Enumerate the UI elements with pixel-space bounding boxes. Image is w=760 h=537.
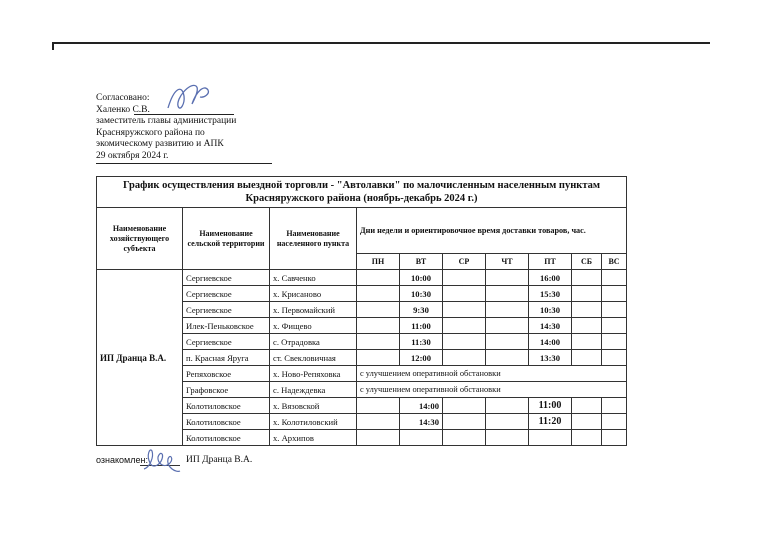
time-cell bbox=[602, 286, 627, 302]
settlement-cell: х. Крисаново bbox=[270, 286, 357, 302]
time-cell bbox=[357, 270, 400, 286]
time-cell bbox=[572, 350, 602, 366]
page-edge-tick bbox=[52, 42, 54, 50]
time-cell bbox=[443, 302, 486, 318]
header-settlement: Наименование населенного пункта bbox=[270, 208, 357, 270]
approval-position-1: заместитель главы администрации bbox=[96, 116, 237, 127]
day-header: ПН bbox=[357, 254, 400, 270]
approval-label: Согласовано: bbox=[96, 93, 150, 103]
time-cell bbox=[443, 430, 486, 446]
settlement-cell: ст. Свекловичная bbox=[270, 350, 357, 366]
time-cell: 10:30 bbox=[400, 286, 443, 302]
time-cell bbox=[443, 350, 486, 366]
day-header: ПТ bbox=[529, 254, 572, 270]
date-underline bbox=[96, 163, 272, 164]
time-cell bbox=[486, 286, 529, 302]
territory-cell: Сергиевское bbox=[183, 286, 270, 302]
time-cell bbox=[357, 286, 400, 302]
time-cell bbox=[602, 398, 627, 414]
time-cell bbox=[357, 334, 400, 350]
time-cell: 10:30 bbox=[529, 302, 572, 318]
time-cell bbox=[443, 318, 486, 334]
time-cell bbox=[443, 270, 486, 286]
time-cell bbox=[443, 398, 486, 414]
time-cell bbox=[486, 414, 529, 430]
header-days: Дни недели и ориентировочное время доставки товаров, час. bbox=[357, 208, 627, 254]
time-cell bbox=[443, 334, 486, 350]
time-cell bbox=[602, 350, 627, 366]
time-cell bbox=[486, 398, 529, 414]
time-cell bbox=[357, 430, 400, 446]
time-cell bbox=[486, 334, 529, 350]
territory-cell: Сергиевское bbox=[183, 334, 270, 350]
time-cell bbox=[572, 430, 602, 446]
territory-cell: Сергиевское bbox=[183, 302, 270, 318]
time-cell bbox=[486, 302, 529, 318]
time-cell bbox=[486, 430, 529, 446]
time-cell bbox=[572, 270, 602, 286]
approval-position-2: Красняружского района по bbox=[96, 127, 205, 138]
time-cell bbox=[602, 318, 627, 334]
time-cell: 11:00 bbox=[529, 398, 572, 414]
time-cell bbox=[529, 430, 572, 446]
subject-name: ИП Дранца В.А. bbox=[97, 270, 183, 446]
time-cell bbox=[357, 302, 400, 318]
time-cell bbox=[486, 350, 529, 366]
settlement-cell: с. Надеждевка bbox=[270, 382, 357, 398]
time-cell: 12:00 bbox=[400, 350, 443, 366]
day-header: ВС bbox=[602, 254, 627, 270]
territory-cell: Колотиловское bbox=[183, 414, 270, 430]
status-note: с улучшением оперативной обстановки bbox=[357, 382, 627, 398]
time-cell bbox=[357, 414, 400, 430]
approval-position-3: экомическому развитию и АПК bbox=[96, 139, 224, 150]
day-header: ВТ bbox=[400, 254, 443, 270]
acknowledged-name: ИП Дранца В.А. bbox=[186, 455, 253, 465]
settlement-cell: х. Фищево bbox=[270, 318, 357, 334]
territory-cell: Колотиловское bbox=[183, 430, 270, 446]
time-cell bbox=[572, 398, 602, 414]
time-cell: 14:30 bbox=[529, 318, 572, 334]
time-cell: 11:00 bbox=[400, 318, 443, 334]
time-cell bbox=[572, 286, 602, 302]
time-cell: 13:30 bbox=[529, 350, 572, 366]
time-cell bbox=[400, 430, 443, 446]
time-cell bbox=[572, 302, 602, 318]
status-note: с улучшением оперативной обстановки bbox=[357, 366, 627, 382]
header-territory: Наименование сельской территории bbox=[183, 208, 270, 270]
day-header: СБ bbox=[572, 254, 602, 270]
time-cell: 9:30 bbox=[400, 302, 443, 318]
time-cell bbox=[357, 398, 400, 414]
territory-cell: Сергиевское bbox=[183, 270, 270, 286]
time-cell bbox=[486, 318, 529, 334]
time-cell: 14:00 bbox=[400, 398, 443, 414]
time-cell: 15:30 bbox=[529, 286, 572, 302]
table-row bbox=[97, 270, 627, 286]
time-cell bbox=[602, 334, 627, 350]
time-cell bbox=[602, 430, 627, 446]
day-header: СР bbox=[443, 254, 486, 270]
time-cell bbox=[572, 334, 602, 350]
approval-signature-icon bbox=[160, 78, 220, 120]
table-title: График осуществления выездной торговли - "Автолавки" по малочисленным населенным пунктам Красняружского района (ноябрь-декабрь 2024 г.) bbox=[97, 177, 627, 208]
time-cell bbox=[572, 414, 602, 430]
time-cell bbox=[572, 318, 602, 334]
time-cell: 14:30 bbox=[400, 414, 443, 430]
time-cell: 16:00 bbox=[529, 270, 572, 286]
settlement-cell: х. Колотиловский bbox=[270, 414, 357, 430]
time-cell: 11:30 bbox=[400, 334, 443, 350]
time-cell: 14:00 bbox=[529, 334, 572, 350]
settlement-cell: х. Савченко bbox=[270, 270, 357, 286]
settlement-cell: х. Первомайский bbox=[270, 302, 357, 318]
time-cell bbox=[602, 414, 627, 430]
settlement-cell: с. Отрадовка bbox=[270, 334, 357, 350]
day-header: ЧТ bbox=[486, 254, 529, 270]
time-cell bbox=[357, 350, 400, 366]
time-cell bbox=[443, 286, 486, 302]
territory-cell: Илек-Пеньковское bbox=[183, 318, 270, 334]
page-edge-line bbox=[52, 42, 710, 44]
time-cell bbox=[486, 270, 529, 286]
time-cell: 10:00 bbox=[400, 270, 443, 286]
approval-date: 29 октября 2024 г. bbox=[96, 150, 169, 161]
time-cell bbox=[602, 302, 627, 318]
acknowledged-label: ознакомлен: bbox=[96, 455, 148, 465]
territory-cell: Графовское bbox=[183, 382, 270, 398]
time-cell bbox=[602, 270, 627, 286]
schedule-table bbox=[96, 176, 627, 446]
settlement-cell: х. Вязовской bbox=[270, 398, 357, 414]
acknowledged-signature-icon bbox=[140, 443, 184, 477]
territory-cell: Репяховское bbox=[183, 366, 270, 382]
settlement-cell: х. Ново-Репяховка bbox=[270, 366, 357, 382]
territory-cell: п. Красная Яруга bbox=[183, 350, 270, 366]
settlement-cell: х. Архипов bbox=[270, 430, 357, 446]
time-cell: 11:20 bbox=[529, 414, 572, 430]
time-cell bbox=[357, 318, 400, 334]
territory-cell: Колотиловское bbox=[183, 398, 270, 414]
approval-person: Халенко С.В. bbox=[96, 104, 150, 115]
header-subject: Наименование хозяйствующего субъекта bbox=[97, 208, 183, 270]
time-cell bbox=[443, 414, 486, 430]
